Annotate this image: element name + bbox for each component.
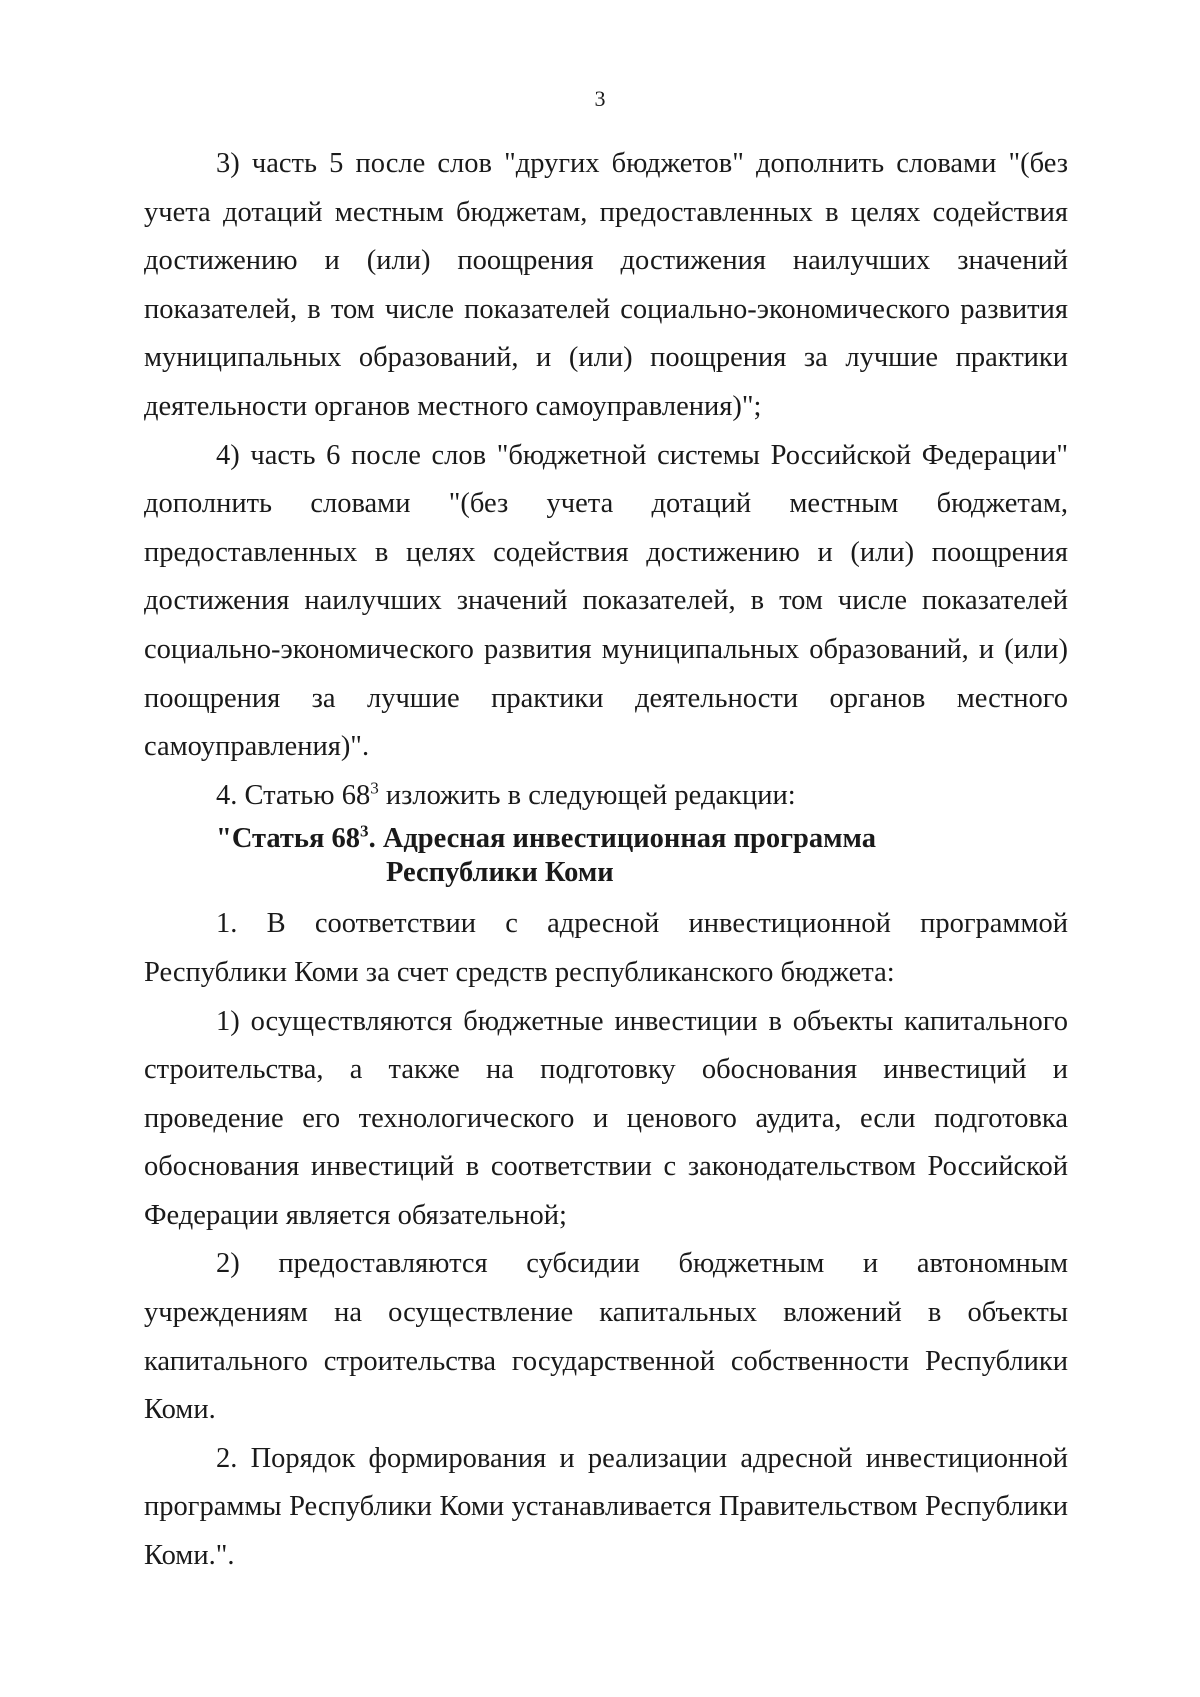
article-point-1-subitem-1: 1) осуществляются бюджетные инвестиции в объекты капитального строительства, а также на подготовку обоснования инвестиций и проведение его технологического и ценового аудита, если подготовка обоснования инвестиций в соответствии с законодательством Российской Федерации является обязательной; [144,1005,1068,1231]
article-heading-superscript: 3 [360,821,369,841]
article-point-2: 2. Порядок формирования и реализации адресной инвестиционной программы Республики Коми устанавливается Правительством Республики Коми.". [144,1442,1068,1572]
page-number: 3 [594,86,606,111]
article-heading-subtitle: Республики Коми [386,857,614,889]
paragraph-article-intro [144,772,1068,821]
article-intro-suffix: изложить в следующей редакции: [378,779,796,811]
article-point-1-subitem-2: 2) предоставляются субсидии бюджетным и автономным учреждениям на осуществление капитальных вложений в объекты капитального строительства государственной собственности Республики Коми. [144,1248,1068,1426]
paragraph-item-4: 4) часть 6 после слов "бюджетной системы Российской Федерации" дополнить словами "(без учета дотаций местным бюджетам, предоставленных в целях содействия достижению и (или) поощрения достижения наилучших значений показателей, в том числе показателей социально-экономического развития муниципальных образований, и (или) поощрения за лучшие практики деятельности органов местного самоуправления)". [144,439,1068,763]
document-body [144,140,1068,1581]
article-intro-prefix: 4. Статью 68 [216,779,371,811]
article-heading-prefix: "Статья 68 [216,823,361,855]
article-heading-title: . Адресная инвестиционная программа [368,823,876,855]
article-point-1: 1. В соответствии с адресной инвестиционной программой Республики Коми за счет средств республиканского бюджета: [144,908,1068,988]
article-intro-superscript: 3 [370,778,379,798]
paragraph-item-3: 3) часть 5 после слов "других бюджетов" дополнить словами "(без учета дотаций местным бюджетам, предоставленных в целях содействия достижению и (или) поощрения достижения наилучших значений показателей, в том числе показателей социально-экономического развития муниципальных образований, и (или) поощрения за лучшие практики деятельности органов местного самоуправления)"; [144,148,1068,422]
article-heading [216,822,1068,890]
